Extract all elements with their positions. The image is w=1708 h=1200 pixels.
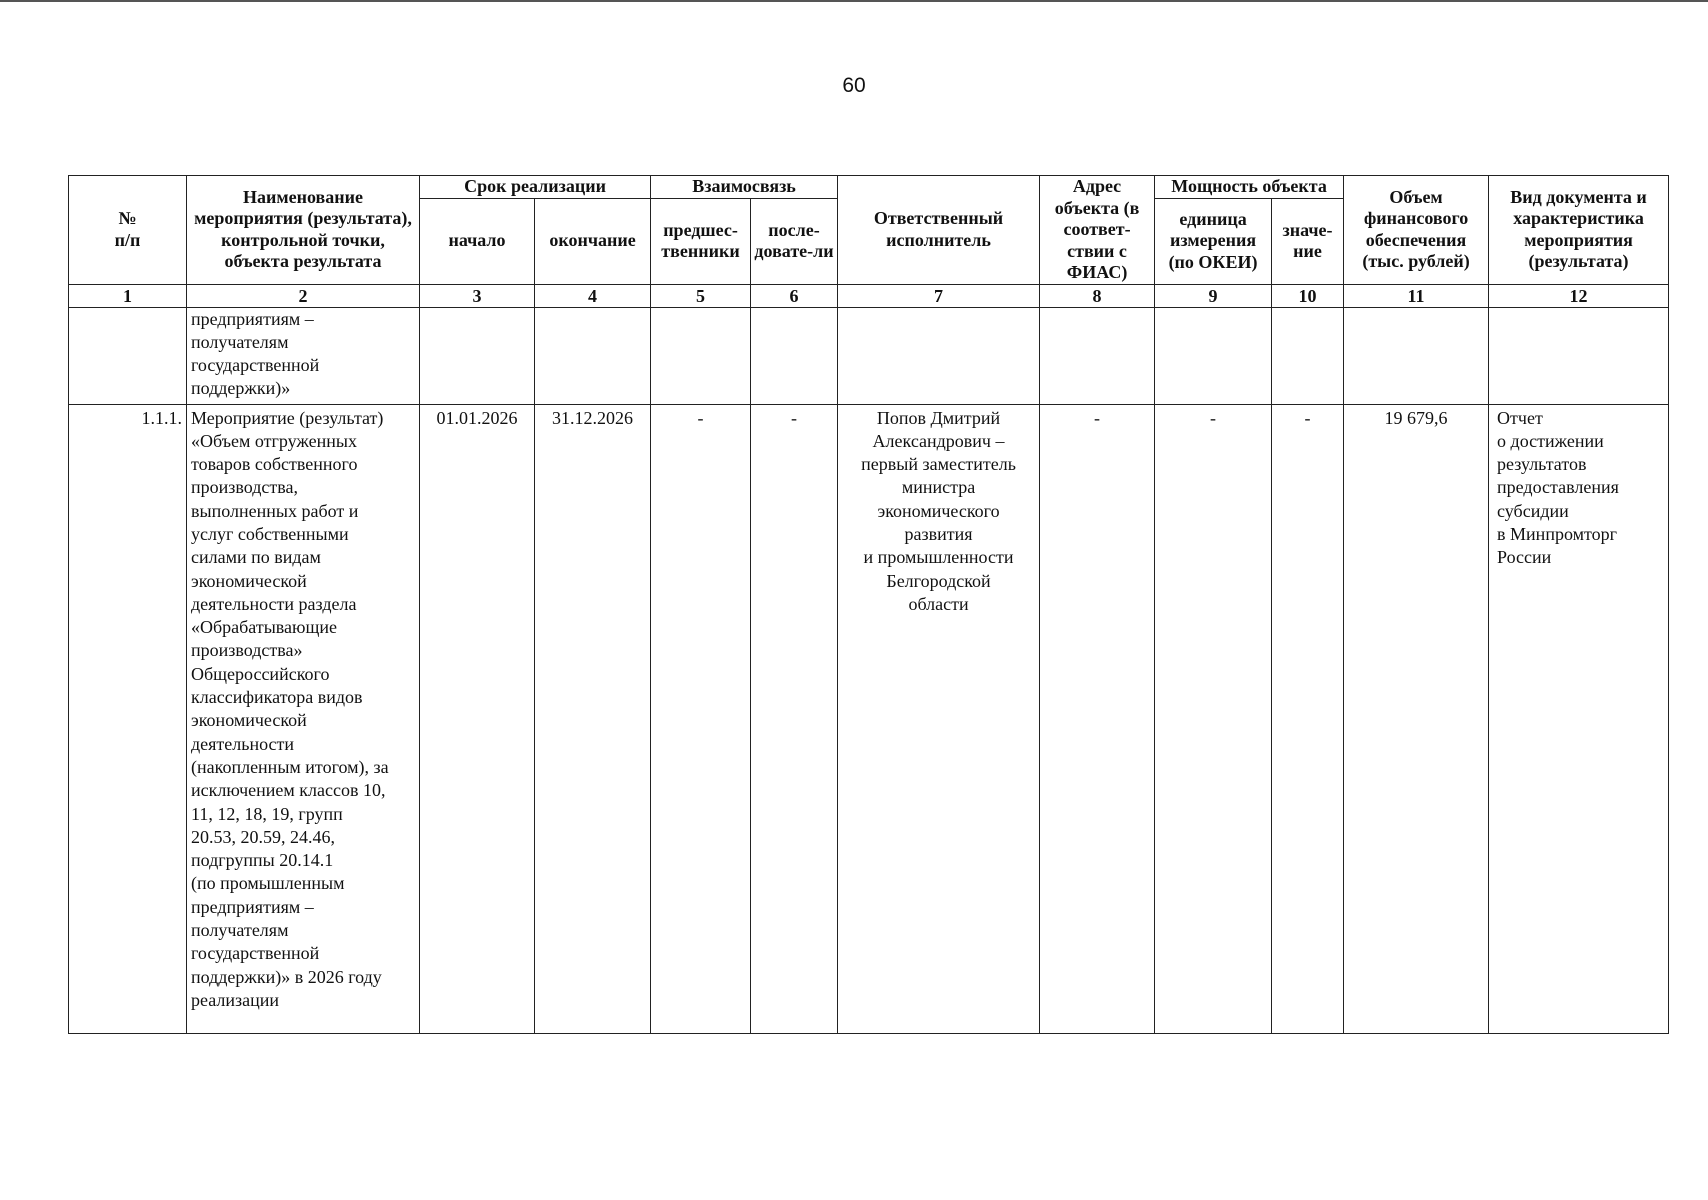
header-capacity: Мощность объекта: [1155, 176, 1344, 199]
header-finance: Объем финансового обеспечения (тыс. рублей): [1344, 176, 1489, 285]
cell-num: 1.1.1.: [69, 404, 187, 1033]
header-name: Наименование мероприятия (результата), контрольной точки, объекта результата: [187, 176, 420, 285]
column-number: 10: [1272, 284, 1344, 307]
cell-finance: 19 679,6: [1344, 404, 1489, 1033]
column-number: 7: [838, 284, 1040, 307]
column-number: 5: [651, 284, 751, 307]
column-number: 12: [1489, 284, 1669, 307]
table-row-continuation: [69, 307, 1669, 404]
column-number: 3: [420, 284, 535, 307]
page-top-border: [0, 0, 1708, 2]
header-predecessors: предшес-твенники: [651, 198, 751, 284]
cell-doc: Отчет о достижении результатов предоставления субсидии в Минпромторг России: [1489, 404, 1669, 1033]
column-number: 2: [187, 284, 420, 307]
plan-table: [68, 175, 1669, 1034]
header-executor: Ответственный исполнитель: [838, 176, 1040, 285]
cell-start: [420, 307, 535, 404]
cell-address: [1040, 307, 1155, 404]
column-number-row: [69, 284, 1669, 307]
cell-predecessors: [651, 307, 751, 404]
cell-name: предприятиям – получателям государственной поддержки)»: [187, 307, 420, 404]
column-number: 9: [1155, 284, 1272, 307]
cell-unit: -: [1155, 404, 1272, 1033]
header-value: значе-ние: [1272, 198, 1344, 284]
cell-doc: [1489, 307, 1669, 404]
cell-end: [535, 307, 651, 404]
column-number: 1: [69, 284, 187, 307]
header-end: окончание: [535, 198, 651, 284]
cell-successors: [751, 307, 838, 404]
cell-executor: [838, 307, 1040, 404]
cell-start: 01.01.2026: [420, 404, 535, 1033]
cell-end: 31.12.2026: [535, 404, 651, 1033]
cell-successors: -: [751, 404, 838, 1033]
cell-address: -: [1040, 404, 1155, 1033]
cell-unit: [1155, 307, 1272, 404]
header-start: начало: [420, 198, 535, 284]
header-address: Адрес объекта (в соответ-ствии с ФИАС): [1040, 176, 1155, 285]
cell-value: [1272, 307, 1344, 404]
cell-num: [69, 307, 187, 404]
cell-name: Мероприятие (результат) «Объем отгруженных товаров собственного производства, выполненных работ и услуг собственными силами по видам экономической деятельности раздела «Обрабатывающие производства» Общероссийского классификатора видов экономической деятельности (накопленным итогом), за исключением классов 10, 11, 12, 18, 19, групп 20.53, 20.59, 24.46, подгруппы 20.14.1 (по промышленным предприятиям – получателям государственной поддержки)» в 2026 году реализации: [187, 404, 420, 1033]
table-row: [69, 404, 1669, 1033]
header-term: Срок реализации: [420, 176, 651, 199]
cell-predecessors: -: [651, 404, 751, 1033]
header-unit: единица измерения (по ОКЕИ): [1155, 198, 1272, 284]
header-num: № п/п: [69, 176, 187, 285]
column-number: 11: [1344, 284, 1489, 307]
header-relation: Взаимосвязь: [651, 176, 838, 199]
header-doc: Вид документа и характеристика мероприятия (результата): [1489, 176, 1669, 285]
header-successors: после-довате-ли: [751, 198, 838, 284]
cell-executor: Попов Дмитрий Александрович – первый заместитель министра экономического развития и промышленности Белгородской области: [838, 404, 1040, 1033]
cell-finance: [1344, 307, 1489, 404]
cell-value: -: [1272, 404, 1344, 1033]
page-number: 60: [842, 74, 866, 97]
column-number: 4: [535, 284, 651, 307]
column-number: 6: [751, 284, 838, 307]
column-number: 8: [1040, 284, 1155, 307]
